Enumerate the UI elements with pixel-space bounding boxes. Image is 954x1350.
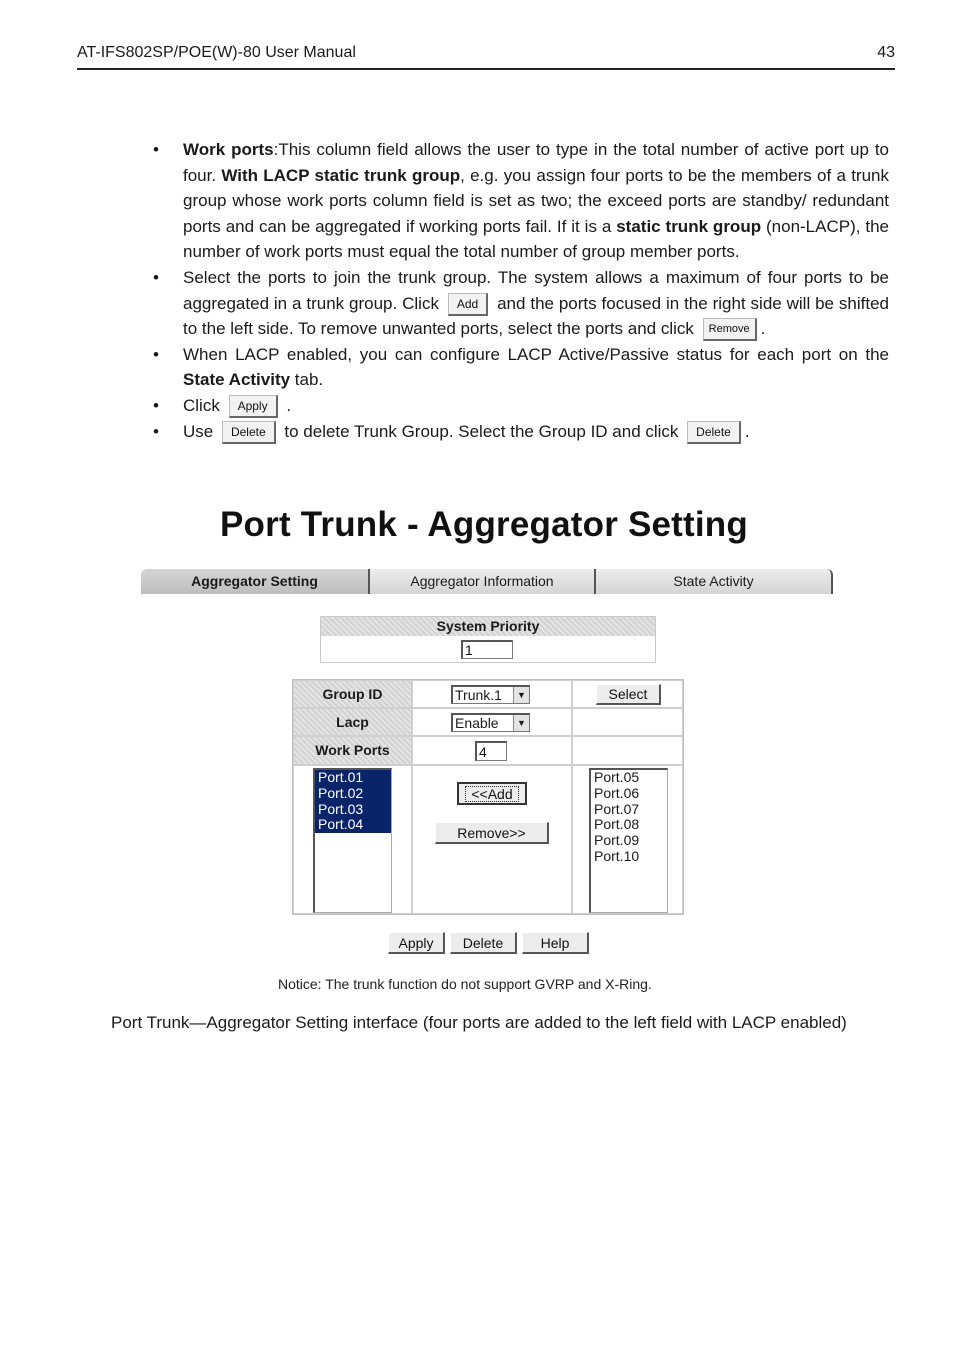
select-button[interactable]: Select	[596, 684, 661, 705]
bullet-text: to delete Trunk Group. Select the Group ID and click	[284, 421, 679, 441]
add-button-label: <<Add	[465, 786, 518, 802]
list-item[interactable]: Port.07	[594, 800, 640, 817]
bullet-dot: •	[153, 140, 159, 159]
chevron-down-icon: ▼	[513, 687, 529, 703]
list-item[interactable]: Port.09	[594, 832, 640, 849]
delete-button[interactable]: Delete	[450, 932, 517, 954]
list-item[interactable]: Port.08	[594, 816, 640, 833]
help-button[interactable]: Help	[522, 932, 589, 954]
bullet-text: .	[286, 395, 292, 415]
term-lacp-static: With LACP static trunk group	[221, 165, 461, 185]
available-ports-listbox[interactable]	[589, 768, 668, 913]
bullet-text: :This column field allows the user to type in the total number of active port up to four.	[183, 140, 889, 185]
bullet-select-ports	[153, 265, 889, 342]
system-priority-input[interactable]	[461, 640, 513, 659]
action-buttons-cell	[412, 765, 572, 914]
bullet-text: Click	[183, 395, 220, 415]
inline-remove-button: Remove	[703, 318, 757, 341]
inline-delete-button: Delete	[687, 421, 741, 444]
group-id-value: Trunk.1	[455, 687, 502, 703]
tab-aggregator-information[interactable]: Aggregator Information	[370, 569, 596, 594]
lacp-value: Enable	[455, 715, 499, 731]
page-number: 43	[877, 44, 895, 61]
bullet-text: .	[760, 319, 766, 339]
tab-bar	[141, 569, 833, 594]
inline-delete-button: Delete	[222, 421, 276, 444]
lacp-cell	[412, 708, 572, 736]
list-item[interactable]: Port.10	[594, 847, 640, 864]
bullet-dot: •	[153, 267, 159, 287]
left-ports-cell	[293, 765, 412, 914]
list-item[interactable]: Port.02	[315, 786, 391, 802]
right-ports-cell	[572, 765, 683, 914]
bullet-text: and the ports focused in the right side will be shifted to the left side. To remove unwanted ports, select the ports and click	[183, 293, 889, 339]
bullet-dot: •	[153, 344, 159, 364]
term-state-activity: State Activity	[183, 370, 291, 390]
bullet-dot: •	[153, 421, 159, 441]
empty-cell	[572, 736, 683, 765]
manual-title: AT-IFS802SP/POE(W)-80 User Manual	[77, 44, 356, 61]
bullet-list	[153, 137, 889, 444]
system-priority-label: System Priority	[321, 617, 655, 636]
bullet-dot: •	[153, 395, 159, 415]
work-ports-input[interactable]	[475, 741, 507, 761]
bullet-text: (non-LACP), the number of work ports must equal the total number of group member ports.	[183, 216, 890, 262]
tab-aggregator-setting[interactable]: Aggregator Setting	[141, 569, 370, 594]
lacp-select[interactable]	[451, 713, 530, 732]
list-item[interactable]: Port.01	[315, 770, 391, 786]
bullet-lacp	[153, 342, 889, 393]
group-id-select[interactable]	[451, 685, 530, 704]
bullet-apply	[153, 393, 889, 419]
system-priority-box	[320, 616, 656, 663]
figure-caption: Port Trunk—Aggregator Setting interface (four ports are added to the left field with LACP enabled)	[111, 1013, 847, 1032]
apply-button[interactable]: Apply	[388, 932, 445, 954]
list-item[interactable]: Port.06	[594, 784, 640, 801]
group-id-cell	[412, 680, 572, 708]
inline-add-button: Add	[448, 293, 488, 316]
term-static-trunk: static trunk group	[616, 216, 762, 236]
bullet-delete	[153, 419, 889, 445]
remove-button[interactable]: Remove>>	[435, 822, 549, 844]
add-button[interactable]	[457, 782, 527, 805]
bullet-text: When LACP enabled, you can configure LACP Active/Passive status for each port on the	[183, 344, 889, 364]
member-ports-listbox[interactable]	[313, 768, 392, 913]
lacp-label: Lacp	[293, 708, 412, 736]
notice-text: Notice: The trunk function do not support GVRP and X-Ring.	[278, 976, 652, 992]
list-item[interactable]: Port.03	[315, 802, 391, 818]
work-ports-label: Work Ports	[293, 736, 412, 765]
bullet-text: Use	[183, 421, 214, 441]
inline-apply-button: Apply	[229, 395, 278, 418]
empty-cell	[572, 708, 683, 736]
tab-state-activity[interactable]: State Activity	[596, 569, 833, 594]
screen-title: Port Trunk - Aggregator Setting	[220, 505, 748, 544]
bullet-text: .	[744, 421, 750, 441]
bullet-text: tab.	[290, 370, 324, 390]
list-item[interactable]: Port.05	[594, 769, 640, 785]
group-id-label: Group ID	[293, 680, 412, 708]
bullet-work-ports	[153, 137, 889, 265]
bullet-text: Select the ports to join the trunk group. The system allows a maximum of four ports to be aggregated in a trunk group. Click	[183, 267, 889, 313]
chevron-down-icon: ▼	[513, 715, 529, 731]
term-work-ports: Work ports	[183, 140, 274, 159]
page-header	[77, 44, 895, 70]
bullet-text: , e.g. you assign four ports to be the members of a trunk group whose work ports column field is set as two; the exceed ports are standby/ redundant ports and can be aggregated if working ports fail. If it is a	[183, 165, 889, 236]
aggregator-form	[292, 679, 684, 915]
work-ports-cell	[412, 736, 572, 765]
select-cell	[572, 680, 683, 708]
list-item[interactable]: Port.04	[315, 817, 391, 833]
